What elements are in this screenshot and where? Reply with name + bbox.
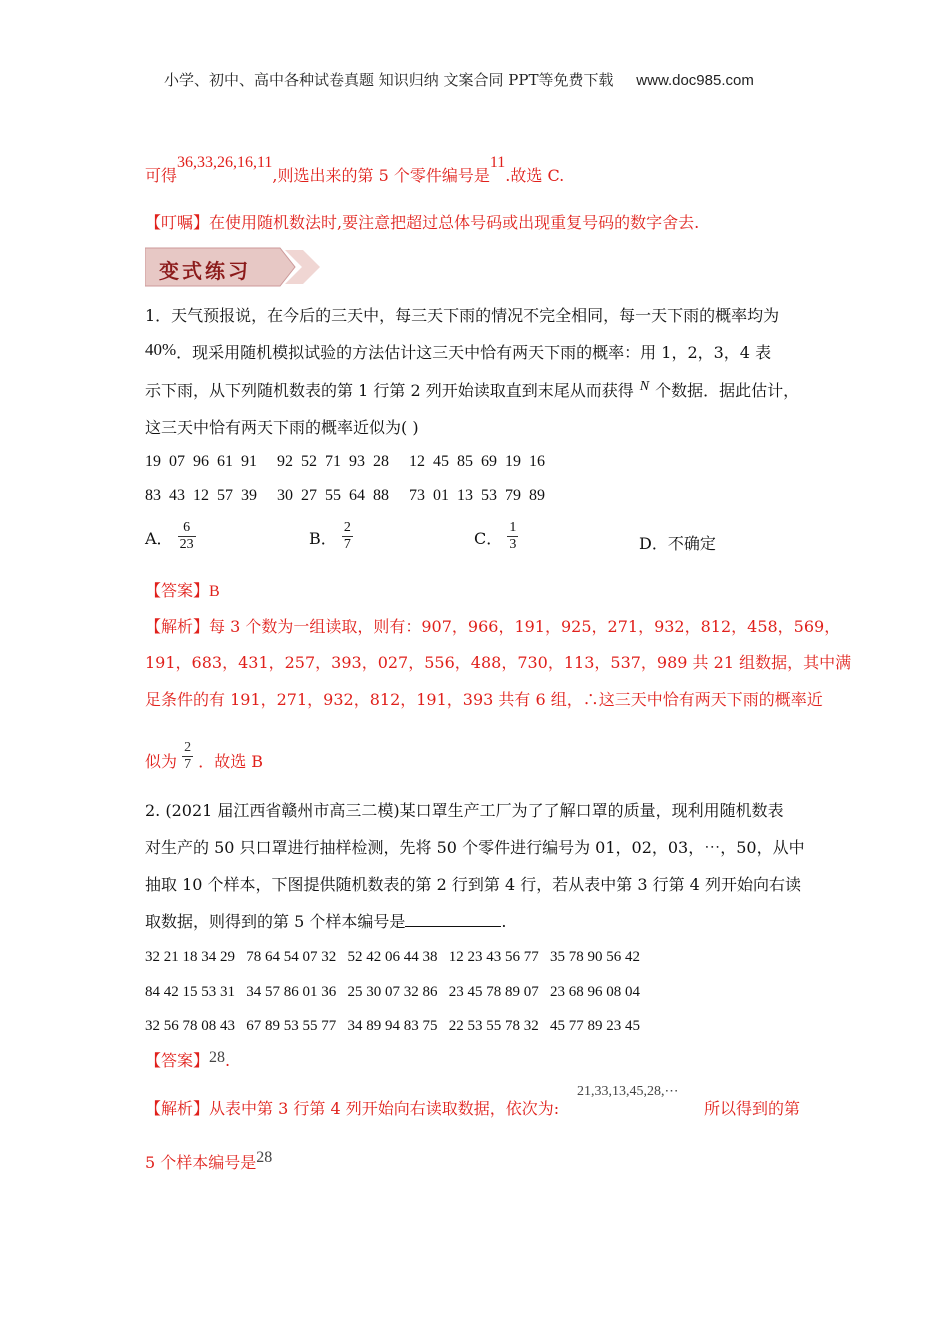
q1-random-row-2: 83 43 12 57 39 30 27 55 64 88 73 01 13 53 79 89 — [145, 487, 545, 504]
header-text: 小学、初中、高中各种试卷真题 知识归纳 文案合同 PPT等免费下载 — [164, 71, 614, 89]
q1-line3b: 个数据．据此估计， — [655, 381, 800, 400]
q1-answer — [145, 581, 220, 602]
option-c-num: 1 — [509, 520, 517, 535]
option-a-fraction — [178, 520, 196, 553]
q1-analysis-label: 【解析】 — [145, 617, 210, 636]
option-d[interactable] — [639, 534, 716, 554]
prev-end: .故选 C. — [505, 166, 565, 185]
option-a-den: 23 — [179, 537, 194, 552]
option-c-den: 3 — [509, 537, 517, 552]
tip-label: 【叮嘱】 — [145, 213, 210, 232]
option-d-text: 不确定 — [667, 534, 716, 553]
q1-line3 — [145, 381, 799, 403]
q2-random-row-1: 32 21 18 34 29 78 64 54 07 32 52 42 06 44 38 12 23 43 56 77 35 78 90 56 42 — [145, 949, 640, 965]
q2-analysis-1 — [145, 1099, 559, 1119]
q2-line1: 2. (2021 届江西省赣州市高三二模)某口罩生产工厂为了了解口罩的质量，现利用随机数表 — [145, 801, 784, 820]
q1-analysis-2: 191，683，431，257，393，027，556，488，730，113，537，989 共 21 组数据，其中满 — [145, 653, 852, 672]
option-c-label: C． — [474, 529, 503, 548]
prev-seq: 36,33,26,16,11 — [177, 154, 273, 171]
q1-line3a: 示下雨，从下列随机数表的第 1 行第 2 列开始读取直到末尾从而获得 — [145, 381, 634, 400]
q2-answer-label: 【答案】 — [145, 1051, 210, 1070]
q2-analysis-2-text: 5 个样本编号是 — [145, 1153, 257, 1172]
tip-line — [145, 213, 699, 233]
option-b-label: B． — [309, 529, 337, 548]
q2-answer — [145, 1051, 230, 1072]
option-d-label: D． — [639, 534, 668, 553]
q2-line4-text: 取数据，则得到的第 5 个样本编号是 — [145, 912, 406, 931]
q2-analysis-1-text: 从表中第 3 行第 4 列开始向右读取数据，依次为: — [209, 1099, 560, 1118]
option-b-fraction — [342, 520, 353, 553]
q1-line4: 这三天中恰有两天下雨的概率近似为( ) — [145, 418, 419, 437]
answer-blank[interactable] — [405, 912, 501, 927]
q1-analysis-4b: ．故选 B — [198, 752, 264, 771]
option-a-num: 6 — [183, 520, 191, 535]
q1-line2-text: ．现采用随机模拟试验的方法估计这三天中恰有两天下雨的概率：用 1，2，3，4 表 — [176, 343, 772, 362]
q2-line4 — [145, 912, 506, 932]
q2-line3: 抽取 10 个样本，下图提供随机数表的第 2 行到第 4 行，若从表中第 3 行第 4 列开始向右读 — [145, 875, 801, 894]
option-a[interactable] — [145, 520, 196, 553]
q1-analysis-4a: 似为 — [145, 752, 178, 771]
q2-sequence: 21,33,13,45,28,⋯ — [577, 1084, 679, 1099]
option-b[interactable] — [309, 520, 353, 553]
prev-conclusion — [145, 154, 565, 187]
option-b-den: 7 — [343, 537, 351, 552]
q1-analysis-3: 足条件的有 191，271，932，812，191，393 共有 6 组，∴这三天中恰有两天下雨的概率近 — [145, 690, 823, 709]
q2-line4-end: . — [501, 912, 507, 931]
option-c[interactable] — [474, 520, 518, 553]
q1-line1: 1．天气预报说，在今后的三天中，每三天下雨的情况不完全相同，每一天下雨的概率均为 — [145, 306, 780, 325]
q1-frac-num: 2 — [184, 740, 192, 755]
q2-line2: 对生产的 50 只口罩进行抽样检测，先将 50 个零件进行编号为 01，02，03，⋯，50，从中 — [145, 838, 805, 857]
option-a-label: A． — [145, 529, 173, 548]
q1-frac-den: 7 — [184, 757, 192, 772]
q2-answer-value: 28 — [209, 1049, 226, 1066]
tip-text: 在使用随机数法时,要注意把超过总体号码或出现重复号码的数字舍去. — [209, 213, 700, 232]
header-site[interactable]: www.doc985.com — [636, 72, 754, 89]
q2-analysis-2 — [145, 1149, 273, 1174]
q2-random-row-3: 32 56 78 08 43 67 89 53 55 77 34 89 94 83 75 22 53 55 78 32 45 77 89 23 45 — [145, 1018, 640, 1034]
q2-random-row-2: 84 42 15 53 31 34 57 86 01 36 25 30 07 32 86 23 45 78 89 07 23 68 96 08 04 — [145, 984, 640, 1000]
q1-var-n: N — [639, 379, 650, 394]
q1-line2 — [145, 340, 772, 363]
q2-answer-end: . — [225, 1051, 231, 1070]
q1-random-row-1: 19 07 96 61 91 92 52 71 93 28 12 45 85 69 19 16 — [145, 453, 545, 470]
q2-analysis-label: 【解析】 — [145, 1099, 210, 1118]
prev-num: 11 — [489, 154, 506, 171]
q1-analysis-1-text: 每 3 个数为一组读取，则有：907，966，191，925，271，932，812，458，569， — [209, 617, 841, 636]
page-header — [164, 69, 754, 90]
prev-mid: ,则选出来的第 5 个零件编号是 — [272, 166, 490, 185]
q1-percent: 40% — [145, 340, 177, 359]
q1-answer-label: 【答案】 — [145, 581, 210, 600]
q1-answer-value: B — [209, 583, 220, 600]
option-b-num: 2 — [343, 520, 351, 535]
q2-analysis-1b: 所以得到的第 — [704, 1099, 801, 1118]
section-banner — [145, 246, 325, 288]
q1-analysis-4 — [145, 740, 263, 773]
q1-analysis-1 — [145, 617, 840, 637]
prev-prefix: 可得 — [145, 166, 178, 185]
q2-final-value: 28 — [256, 1149, 273, 1166]
q1-analysis-fraction — [182, 740, 193, 773]
option-c-fraction — [507, 520, 518, 553]
banner-label: 变式练习 — [159, 259, 251, 283]
